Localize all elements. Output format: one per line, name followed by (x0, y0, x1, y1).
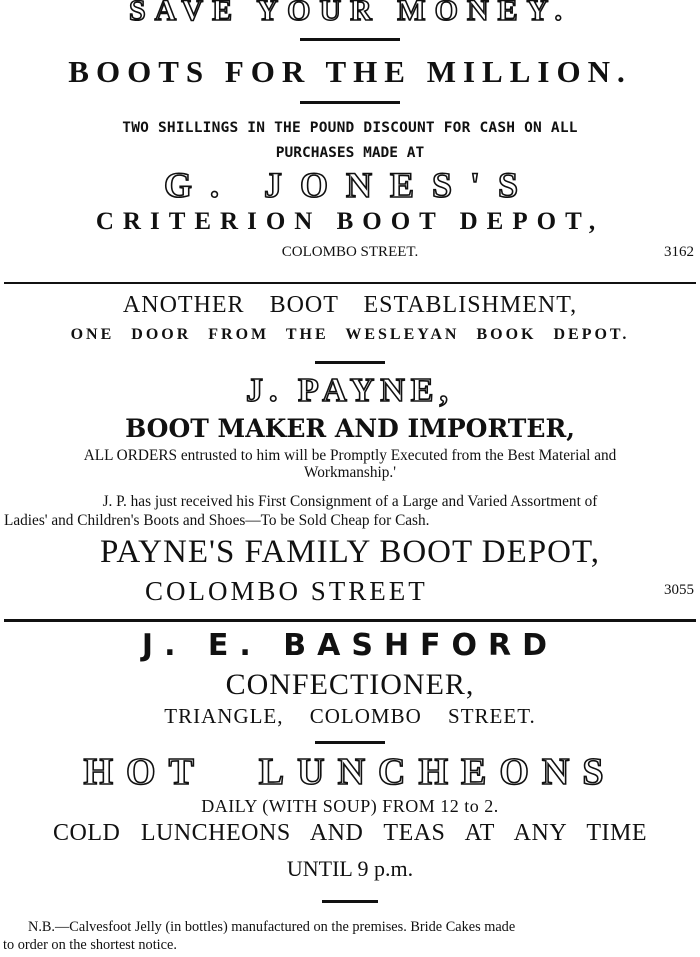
discount-line-2: PURCHASES MADE AT (275, 145, 425, 161)
divider (0, 101, 700, 104)
consignment-line-2: Ladies' and Children's Boots and Shoes—To be Sold Cheap for Cash. (4, 512, 430, 529)
bashford-name: J. E. BASHFORD (141, 628, 559, 663)
criterion-depot: CRITERION BOOT DEPOT, (95, 208, 605, 235)
jones-street: COLOMBO STREET. (281, 244, 419, 260)
nb-line-1: N.B.—Calvesfoot Jelly (in bottles) manufactured on the premises. Bride Cakes made (28, 919, 516, 935)
payne-name: J. PAYNE, (246, 372, 454, 409)
ad-separator (0, 282, 700, 284)
boots-million-title: BOOTS FOR THE MILLION. (68, 54, 632, 89)
orders-line-2: Workmanship.' (303, 464, 397, 481)
orders-line-1: ALL ORDERS entrusted to him will be Promptly Executed from the Best Material and (83, 447, 617, 464)
hot-luncheons: HOT LUNCHEONS (83, 751, 617, 793)
daily-soup: DAILY (WITH SOUP) FROM 12 to 2. (201, 796, 499, 816)
save-money-headline: SAVE YOUR MONEY. (128, 0, 572, 27)
divider (0, 900, 700, 903)
family-boot-depot: PAYNE'S FAMILY BOOT DEPOT, (100, 534, 600, 570)
confectioner: CONFECTIONER, (225, 668, 475, 701)
boot-maker-importer: BOOT MAKER AND IMPORTER, (125, 414, 575, 443)
cold-luncheons: COLD LUNCHEONS AND TEAS AT ANY TIME (53, 820, 647, 846)
triangle-address: TRIANGLE, COLOMBO STREET. (164, 704, 536, 728)
payne-ref-number: 3055 (664, 582, 694, 598)
wesleyan-location: ONE DOOR FROM THE WESLEYAN BOOK DEPOT. (70, 326, 630, 343)
jones-ref-number: 3162 (664, 244, 694, 260)
jones-name: G. JONES'S (163, 165, 537, 205)
divider (0, 741, 700, 744)
consignment-line-1: J. P. has just received his First Consignment of a Large and Varied Assortment of (102, 493, 598, 510)
nb-line-2: to order on the shortest notice. (3, 937, 177, 953)
discount-line-1: TWO SHILLINGS IN THE POUND DISCOUNT FOR CASH ON ALL (122, 120, 578, 136)
payne-street: COLOMBO STREET (145, 576, 428, 606)
until-nine: UNTIL 9 p.m. (286, 856, 414, 881)
divider (0, 361, 700, 364)
another-establishment: ANOTHER BOOT ESTABLISHMENT, (122, 292, 578, 318)
divider (0, 38, 700, 41)
ad-separator (0, 619, 700, 622)
